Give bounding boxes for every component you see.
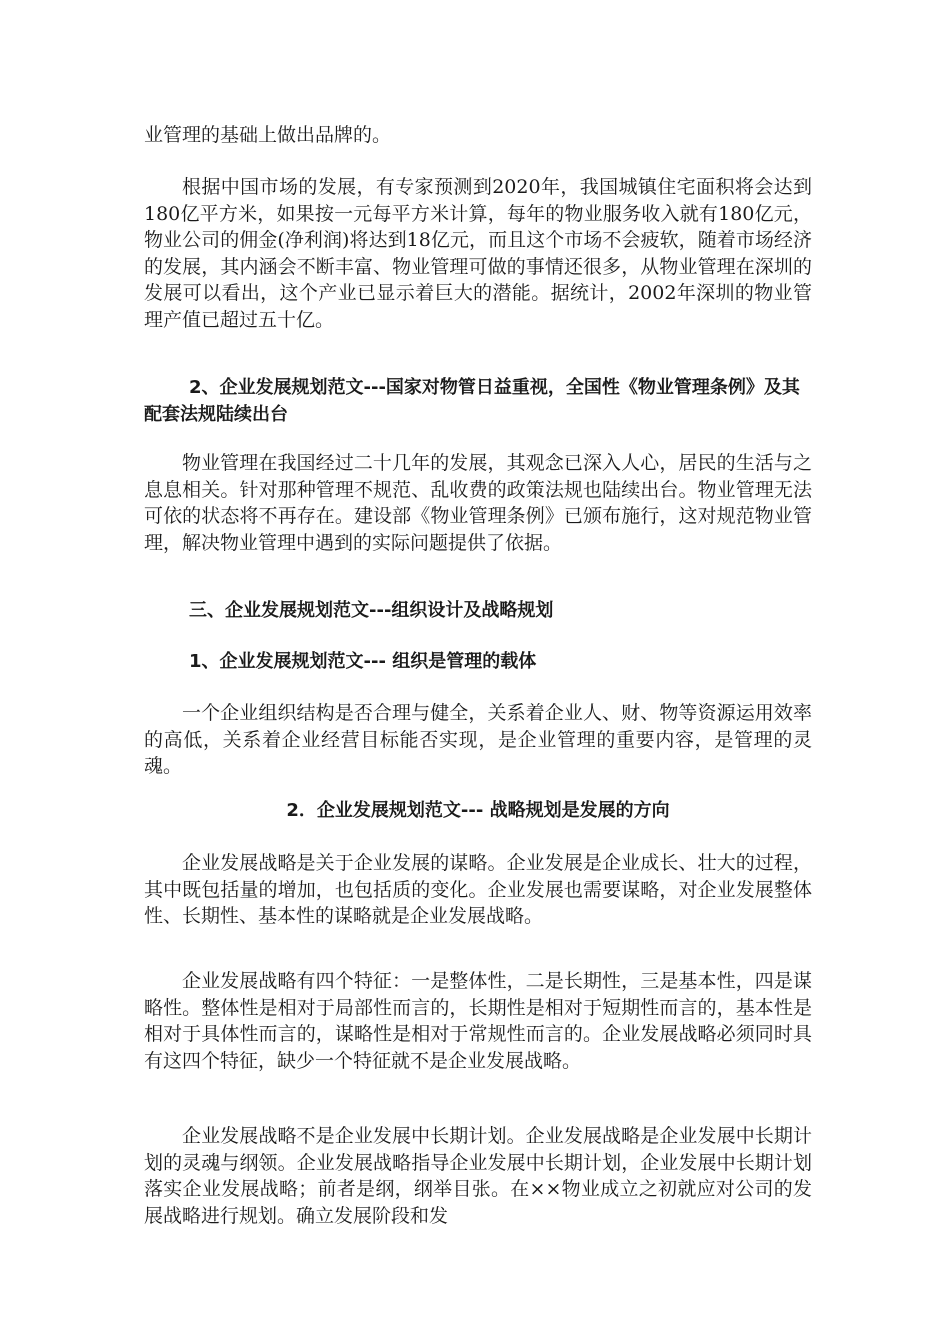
heading-regulations: 2、企业发展规划范文---国家对物管日益重视，全国性《物业管理条例》及其配套法规陆续出台 xyxy=(144,377,800,425)
paragraph-market-forecast: 根据中国市场的发展，有专家预测到2020年，我国城镇住宅面积将会达到180亿平方米，如果按一元每平方米计算，每年的物业服务收入就有180亿元，物业公司的佣金(净利润)将达到18亿元，而且这个市场不会疲软，随着市场经济的发展，其内涵会不断丰富、物业管理可做的事情还很多，从物业管理在深圳的发展可以看出，这个产业已显示着巨大的潜能。据统计，2002年深圳的物业管理产值已超过五十亿。 xyxy=(144,176,812,331)
paragraph-strategy-vs-plan: 企业发展战略不是企业发展中长期计划。企业发展战略是企业发展中长期计划的灵魂与纲领。企业发展战略指导企业发展中长期计划，企业发展中长期计划落实企业发展战略；前者是纲，纲举目张。在××物业成立之初就应对公司的发展战略进行规划。确立发展阶段和发 xyxy=(144,1125,812,1227)
paragraph-strategy-definition: 企业发展战略是关于企业发展的谋略。企业发展是企业成长、壮大的过程，其中既包括量的增加，也包括质的变化。企业发展也需要谋略，对企业发展整体性、长期性、基本性的谋略就是企业发展战略。 xyxy=(144,852,812,927)
heading-organization: 1、企业发展规划范文--- 组织是管理的载体 xyxy=(189,651,537,672)
heading-section-three: 三、企业发展规划范文---组织设计及战略规划 xyxy=(189,600,554,621)
heading-strategy-direction: 2．企业发展规划范文--- 战略规划是发展的方向 xyxy=(286,800,670,821)
paragraph-organization-structure: 一个企业组织结构是否合理与健全，关系着企业人、财、物等资源运用效率的高低，关系着企业经营目标能否实现，是企业管理的重要内容，是管理的灵魂。 xyxy=(144,702,812,777)
paragraph-property-management: 物业管理在我国经过二十几年的发展，其观念已深入人心，居民的生活与之息息相关。针对那种管理不规范、乱收费的政策法规也陆续出台。物业管理无法可依的状态将不再存在。建设部《物业管理条例》已颁布施行，这对规范物业管理，解决物业管理中遇到的实际问题提供了依据。 xyxy=(144,452,812,554)
paragraph-continuation: 业管理的基础上做出品牌的。 xyxy=(144,124,392,146)
paragraph-strategy-features: 企业发展战略有四个特征：一是整体性，二是长期性，三是基本性，四是谋略性。整体性是相对于局部性而言的，长期性是相对于短期性而言的，基本性是相对于具体性而言的，谋略性是相对于常规性而言的。企业发展战略必须同时具有这四个特征，缺少一个特征就不是企业发展战略。 xyxy=(144,970,812,1072)
